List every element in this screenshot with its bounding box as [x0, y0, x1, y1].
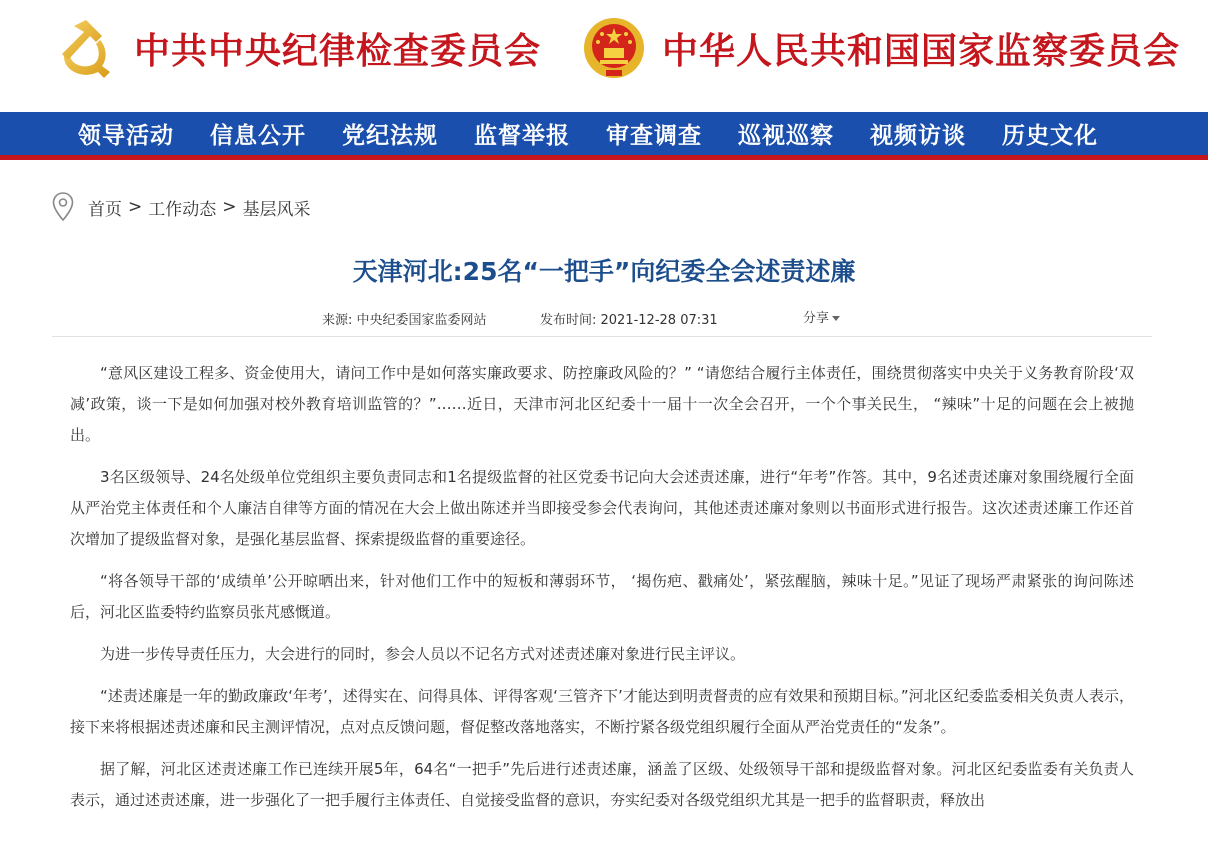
paragraph: “意风区建设工程多、资金使用大，请问工作中是如何落实廉政要求、防控廉政风险的？” “请您结合履行主体责任，围绕贯彻落实中央关于义务教育阶段‘双减’政策，谈一下是如何加强对校外教育培训监管的？”……近日，天津市河北区纪委十一届十一次全会召开，一个个事关民生， “辣味”十足的问题在会上被抛出。	[70, 364, 1134, 444]
paragraph: “述责述廉是一年的勤政廉政‘年考’，述得实在、问得具体、评得客观‘三管齐下’才能达到明责督责的应有效果和预期目标。”河北区纪委监委相关负责人表示，接下来将根据述责述廉和民主测评情况，点对点反馈问题，督促整改落地落实，不断拧紧各级党组织履行全面从严治党责任的“发条”。	[70, 687, 1134, 736]
nav-item-inspection[interactable]: 巡视巡察	[738, 122, 834, 149]
paragraph: 据了解，河北区述责述廉工作已连续开展5年，64名“一把手”先后进行述责述廉，涵盖了区级、处级领导干部和提级监督对象。河北区纪委监委有关负责人表示，通过述责述廉，进一步强化了一把手履行主体责任、自觉接受监督的意识，夯实纪委对各级党组织尤其是一把手的监督职责，释放出	[70, 760, 1134, 809]
article-time: 发布时间: 2021-12-28 07:31	[540, 313, 718, 328]
breadcrumb-grassroots[interactable]: 基层风采	[242, 199, 311, 220]
breadcrumb-separator: >	[128, 197, 143, 217]
main-nav	[0, 112, 1208, 160]
breadcrumb-work-news[interactable]: 工作动态	[148, 199, 217, 220]
nav-item-video[interactable]: 视频访谈	[870, 122, 966, 149]
share-label: 分享	[803, 311, 830, 326]
breadcrumb-separator: >	[222, 197, 237, 217]
nav-item-report[interactable]: 监督举报	[474, 122, 570, 149]
paragraph: 3名区级领导、24名处级单位党组织主要负责同志和1名提级监督的社区党委书记向大会述责述廉，进行“年考”作答。其中，9名述责述廉对象围绕履行全面从严治党主体责任和个人廉洁自律等方面的情况在大会上做出陈述并当即接受参会代表询问，其他述责述廉对象则以书面形式进行报告。这次述责述廉工作还首次增加了提级监督对象，是强化基层监督、探索提级监督的重要途径。	[70, 468, 1134, 548]
nav-item-history[interactable]: 历史文化	[1002, 122, 1098, 149]
nav-item-information[interactable]: 信息公开	[210, 122, 306, 149]
share-button[interactable]	[803, 307, 840, 326]
party-emblem-icon	[52, 14, 120, 82]
article-source: 来源: 中央纪委国家监委网站	[322, 313, 487, 328]
brand-nsc-title: 中华人民共和国国家监察委员会	[662, 29, 1181, 72]
article-body	[70, 358, 1134, 827]
article-title: 天津河北:25名“一把手”向纪委全会述责述廉	[352, 257, 856, 286]
paragraph: 为进一步传导责任压力，大会进行的同时，参会人员以不记名方式对述责述廉对象进行民主评议。	[100, 645, 746, 663]
paragraph: “将各领导干部的‘成绩单’公开晾晒出来，针对他们工作中的短板和薄弱环节， ‘揭伤疤、戳痛处’，紧弦醒脑，辣味十足。”见证了现场严肃紧张的询问陈述后，河北区监委特约监察员张芃感慨道。	[70, 572, 1134, 621]
brand-ccdi-title: 中共中央纪律检查委员会	[134, 29, 542, 72]
location-pin-icon	[52, 192, 74, 222]
divider	[52, 336, 1152, 337]
breadcrumb	[52, 192, 311, 222]
national-emblem-icon	[580, 14, 648, 82]
brand-ccdi[interactable]	[52, 14, 541, 82]
site-header	[0, 0, 1208, 112]
nav-item-investigation[interactable]: 审查调查	[606, 122, 702, 149]
breadcrumb-home[interactable]: 首页	[88, 199, 122, 220]
nav-item-leadership[interactable]: 领导活动	[78, 122, 174, 149]
nav-item-regulations[interactable]: 党纪法规	[342, 122, 438, 149]
chevron-down-icon	[832, 316, 840, 321]
brand-nsc[interactable]	[580, 14, 1180, 82]
